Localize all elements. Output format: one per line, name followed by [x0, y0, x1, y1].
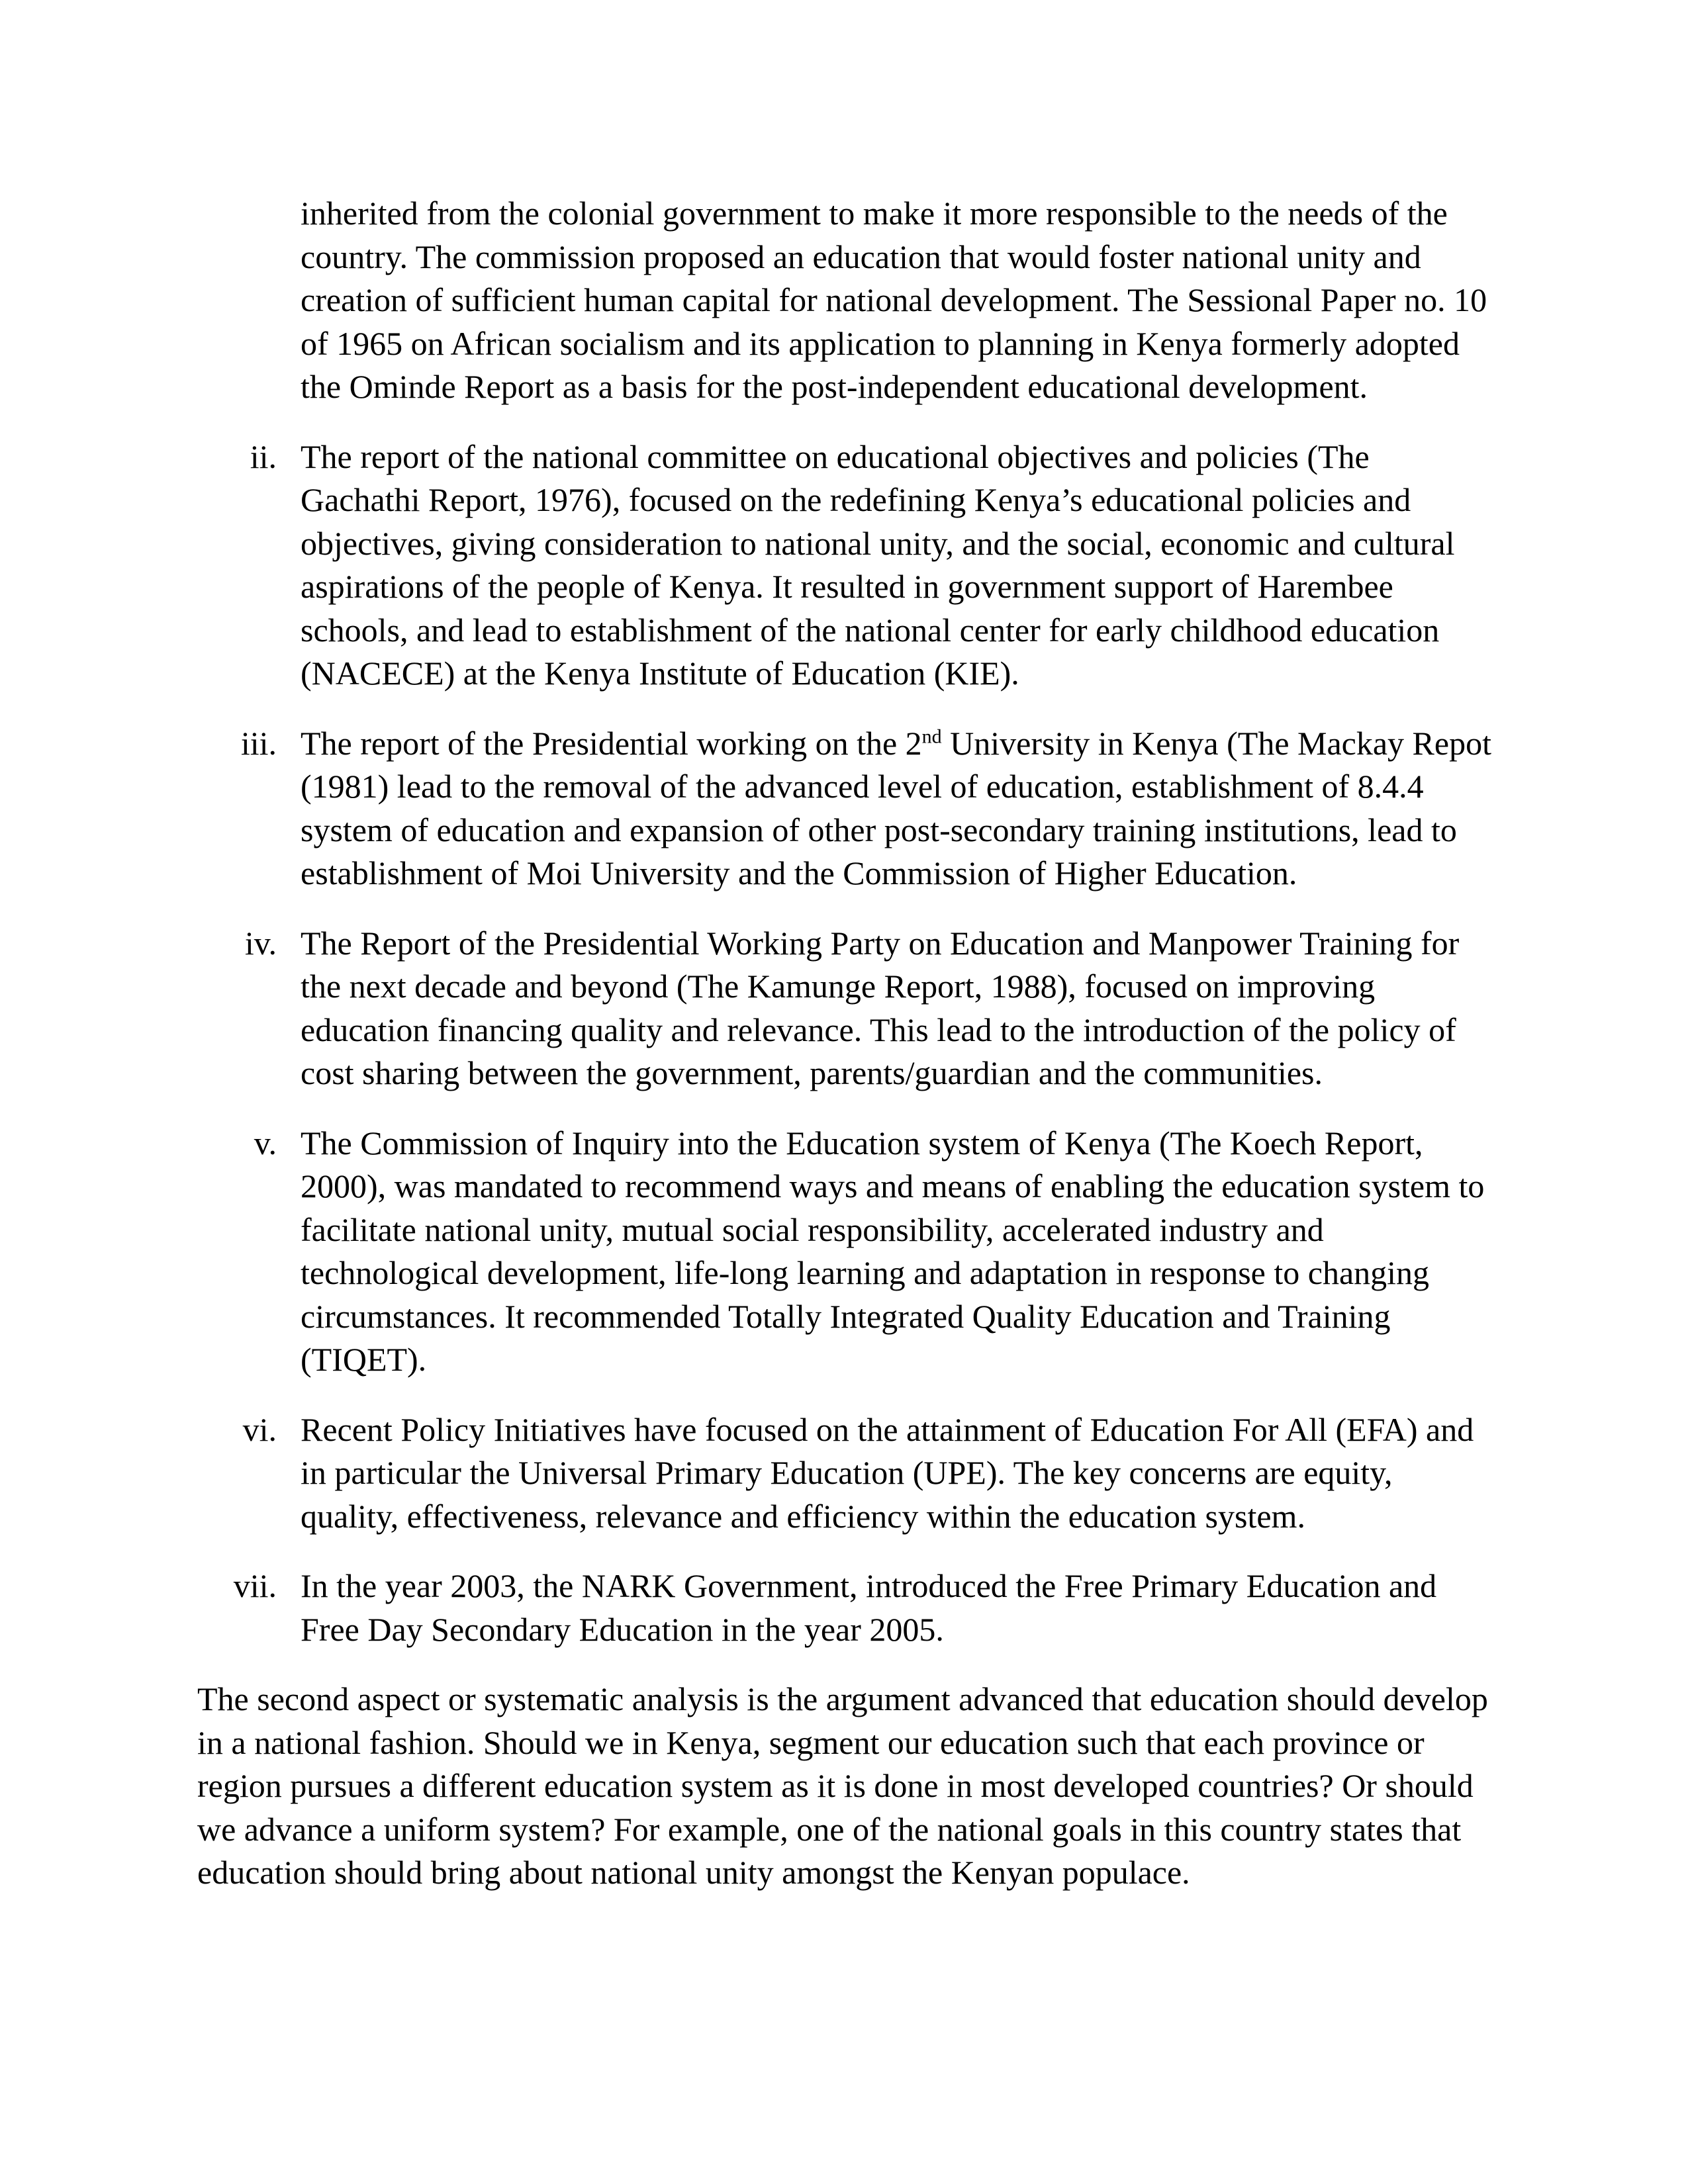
list-marker: vii. — [233, 1567, 277, 1604]
list-item-text: Recent Policy Initiatives have focused on the attainment of Education For All (EFA) and in particular the Universal Primary Education (UPE). The key concerns are equity, quality, effectiveness, relevance and efficiency within the education system. — [301, 1410, 1474, 1535]
list-item-text: In the year 2003, the NARK Government, introduced the Free Primary Education and Free Day Secondary Education in the year 2005. — [301, 1567, 1437, 1648]
text-after-superscript: University in Kenya (The Mackay Repot (1981) lead to the removal of the advanced level of education, establishment of 8.4.4 system of education and expansion of other post-secondary training institutions, lead to establishment of Moi University and the Commission of Higher Education. — [301, 724, 1491, 891]
closing-paragraph: The second aspect or systematic analysis is the argument advanced that education should develop in a national fashion. Should we in Kenya, segment our education such that each province or region pursues a different education system as it is done in most developed countries? Or should we advance a uniform system? For example, one of the national goals in this country states that education should bring about national unity amongst the Kenyan populace. — [197, 1680, 1488, 1891]
list-item-iv — [197, 922, 1495, 1095]
list-item-iii — [197, 722, 1495, 895]
text-before-superscript: The report of the Presidential working on the 2 — [301, 724, 922, 762]
list-marker: iv. — [244, 924, 277, 962]
reports-list — [197, 435, 1495, 1652]
list-marker: iii. — [240, 724, 277, 762]
list-item-text — [301, 722, 1495, 895]
list-item-text: The report of the national committee on educational objectives and policies (The Gachathi Report, 1976), focused on the redefining Kenya’s educational policies and objectives, giving consideration to national unity, and the social, economic and cultural aspirations of the people of Kenya. It resulted in government support of Harembee schools, and lead to establishment of the national center for early childhood education (NACECE) at the Kenya Institute of Education (KIE). — [301, 437, 1455, 692]
list-marker: v. — [254, 1124, 277, 1161]
ordinal-superscript: nd — [921, 725, 942, 747]
intro-continuation-paragraph: inherited from the colonial government to make it more responsible to the needs of the country. The commission proposed an education that would foster national unity and creation of sufficient human capital for national development. The Sessional Paper no. 10 of 1965 on African socialism and its application to planning in Kenya formerly adopted the Ominde Report as a basis for the post-independent educational development. — [301, 195, 1487, 405]
list-item-vi — [197, 1408, 1495, 1539]
list-item-text: The Report of the Presidential Working Party on Education and Manpower Training for the next decade and beyond (The Kamunge Report, 1988), focused on improving education financing quality and relevance. This lead to the introduction of the policy of cost sharing between the government, parents/guardian and the communities. — [301, 924, 1460, 1091]
list-marker: vi. — [242, 1410, 277, 1448]
list-item-text: The Commission of Inquiry into the Education system of Kenya (The Koech Report, 2000), was mandated to recommend ways and means of enabling the education system to facilitate national unity, mutual social responsibility, accelerated industry and technological development, life-long learning and adaptation in response to changing circumstances. It recommended Totally Integrated Quality Education and Training (TIQET). — [301, 1124, 1485, 1378]
list-item-v — [197, 1122, 1495, 1382]
list-marker: ii. — [250, 437, 277, 475]
list-item-vii — [197, 1565, 1495, 1651]
list-item-ii — [197, 435, 1495, 696]
page-content — [197, 192, 1495, 1928]
